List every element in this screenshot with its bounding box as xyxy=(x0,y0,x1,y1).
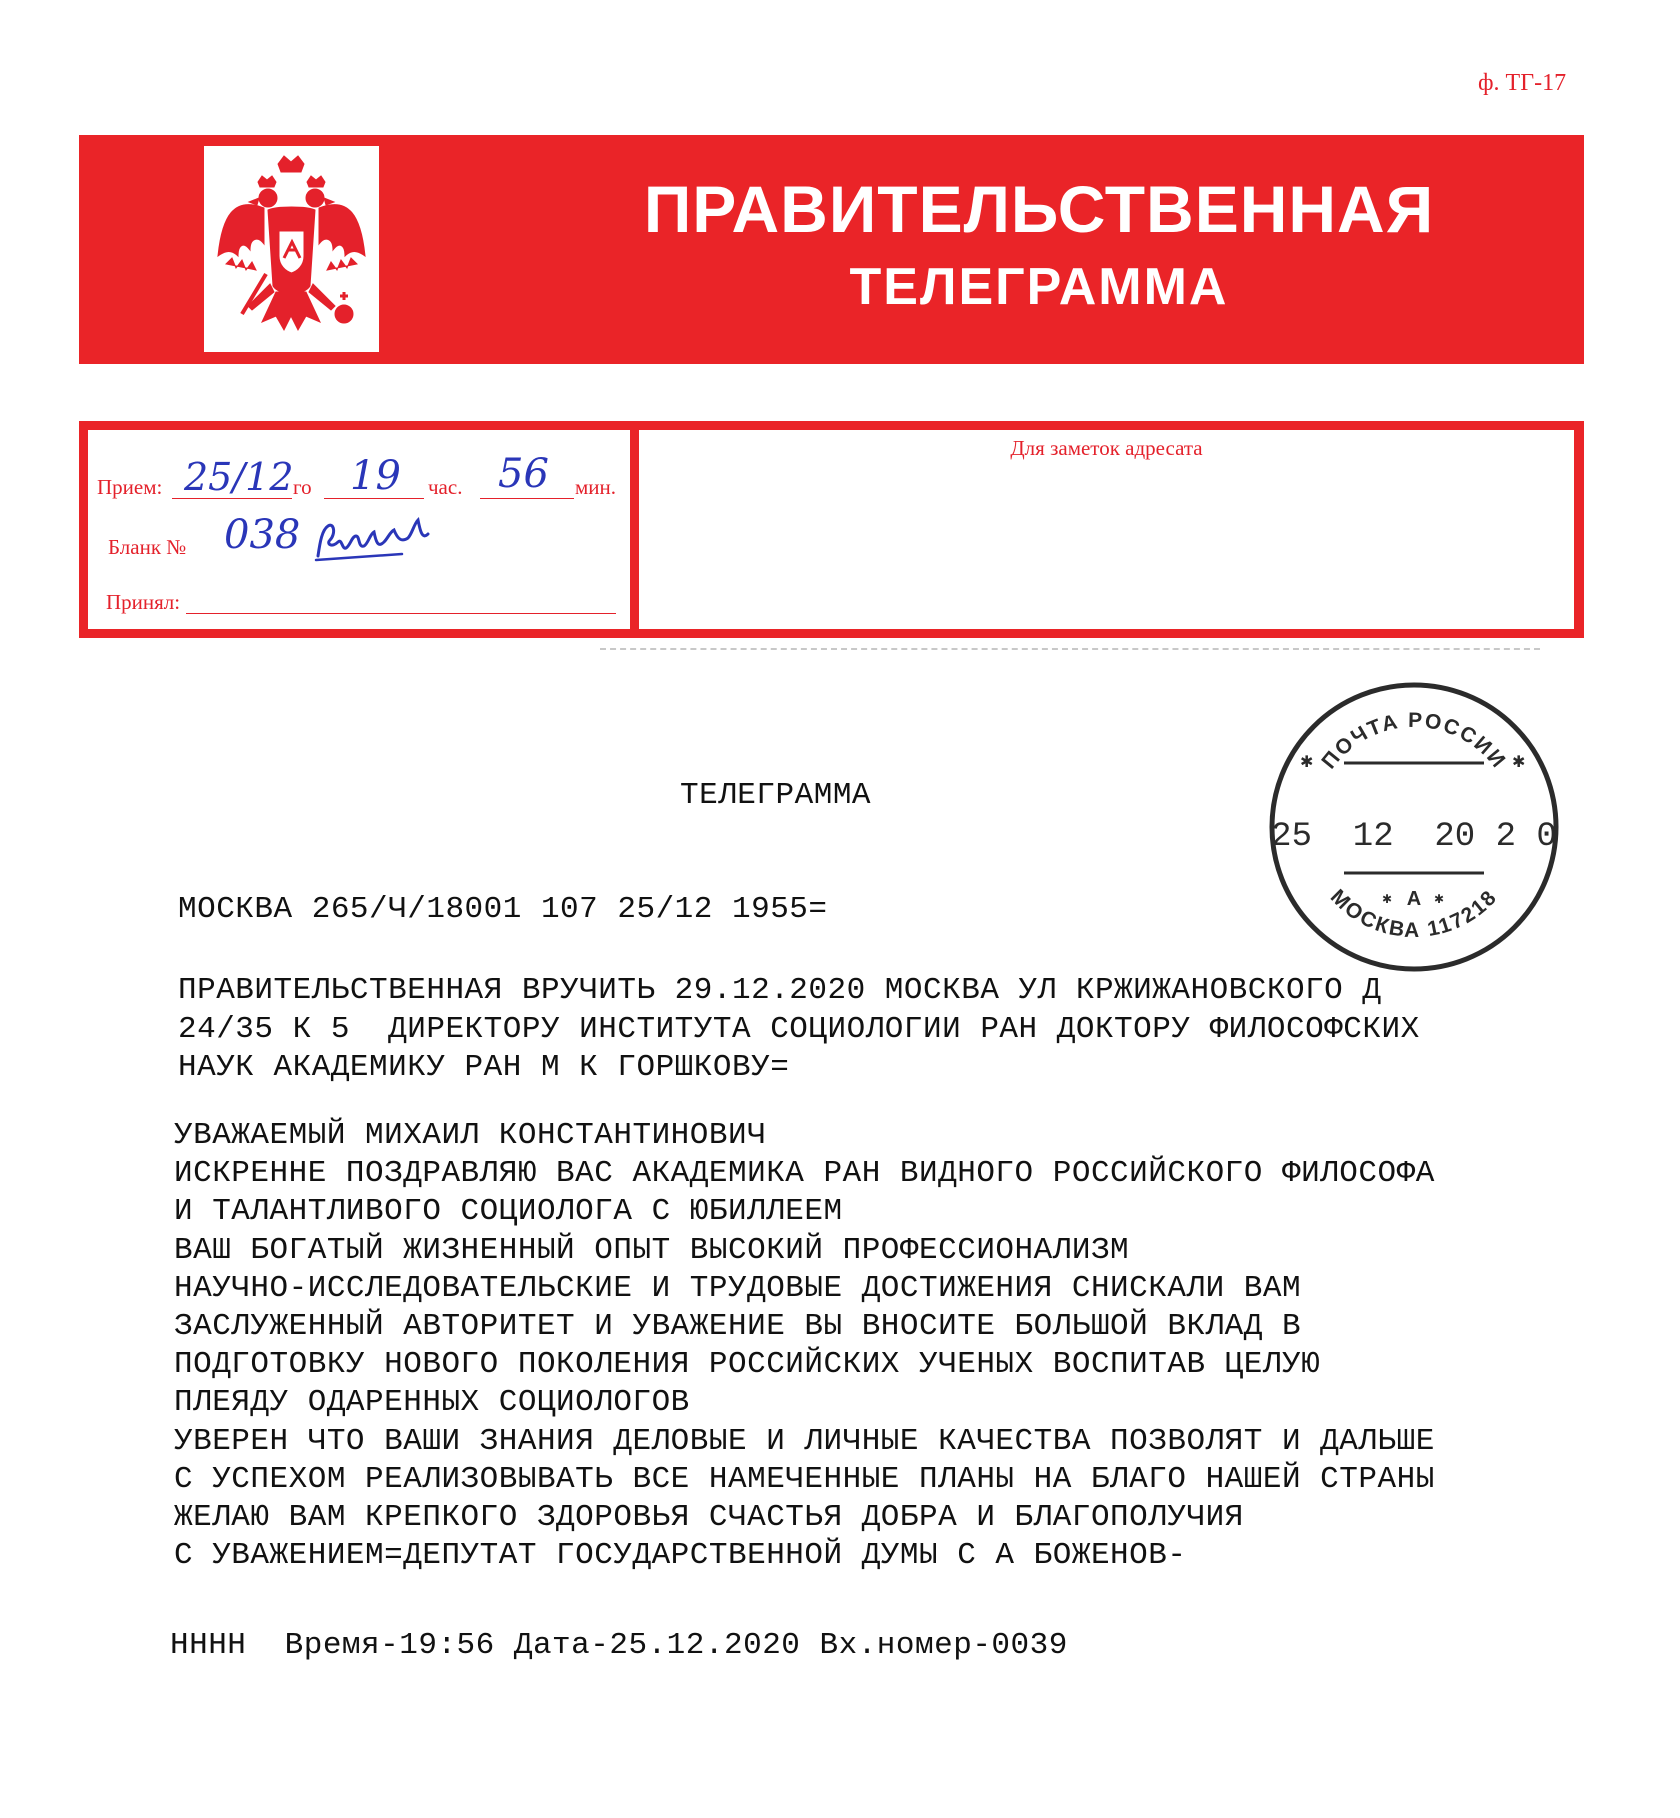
intake-fields xyxy=(88,430,630,629)
intake-block xyxy=(79,421,1584,638)
prinyal-label: Принял: xyxy=(106,590,181,614)
address-line: НАУК АКАДЕМИКУ РАН М К ГОРШКОВУ= xyxy=(178,1050,790,1085)
body-line: С УВАЖЕНИЕМ=ДЕПУТАТ ГОСУДАРСТВЕННОЙ ДУМЫ С А БОЖЕНОВ- xyxy=(174,1538,1187,1574)
body-line: С УСПЕХОМ РЕАЛИЗОВЫВАТЬ ВСЕ НАМЕЧЕННЫЕ ПЛАНЫ НА БЛАГО НАШЕЙ СТРАНЫ xyxy=(174,1461,1435,1497)
body-line: НАУЧНО-ИССЛЕДОВАТЕЛЬСКИЕ И ТРУДОВЫЕ ДОСТИЖЕНИЯ СНИСКАЛИ ВАМ xyxy=(174,1270,1302,1306)
hour-label: час. xyxy=(428,475,463,499)
stamp-star-right: ✱ xyxy=(1512,754,1526,771)
header-title: ПРАВИТЕЛЬСТВЕННАЯ xyxy=(643,172,1435,246)
stamp-letter: А xyxy=(1406,888,1422,910)
blank-label: Бланк № xyxy=(108,535,187,559)
body-line: УВАЖАЕМЫЙ МИХАИЛ КОНСТАНТИНОВИЧ xyxy=(174,1118,767,1153)
svg-text:✱: ✱ xyxy=(1434,892,1445,906)
body-line: ИСКРЕННЕ ПОЗДРАВЛЯЮ ВАС АКАДЕМИКА РАН ВИДНОГО РОССИЙСКОГО ФИЛОСОФА xyxy=(174,1156,1435,1192)
body-line: ВАШ БОГАТЫЙ ЖИЗНЕННЫЙ ОПЫТ ВЫСОКИЙ ПРОФЕССИОНАЛИЗМ xyxy=(174,1232,1130,1268)
telegram-type-word: ТЕЛЕГРАММА xyxy=(680,778,872,813)
hour-handwritten: 19 xyxy=(350,453,401,499)
telegram-address xyxy=(178,972,1420,1088)
blank-number-handwritten: 038 xyxy=(224,512,301,558)
minute-label: мин. xyxy=(575,475,617,499)
header-subtitle: ТЕЛЕГРАММА xyxy=(849,258,1229,316)
clerk-signature xyxy=(312,512,442,572)
stamp-top-text: ПОЧТА РОССИИ xyxy=(1317,708,1511,774)
body-line: И ТАЛАНТЛИВОГО СОЦИОЛОГА С ЮБИЛЛЕЕМ xyxy=(174,1194,843,1230)
body-line: УВЕРЕН ЧТО ВАШИ ЗНАНИЯ ДЕЛОВЫЕ И ЛИЧНЫЕ КАЧЕСТВА ПОЗВОЛЯТ И ДАЛЬШЕ xyxy=(174,1423,1435,1459)
telegram-route: МОСКВА 265/Ч/18001 107 25/12 1955= xyxy=(178,892,828,927)
telegram-footer: НННН Время-19:56 Дата-25.12.2020 Вх.номер-0039 xyxy=(170,1628,1068,1663)
svg-text:✱: ✱ xyxy=(1382,892,1393,906)
form-code: ф. ТГ-17 xyxy=(1478,70,1567,96)
addressee-notes-box xyxy=(639,430,1574,629)
stamp-bottom-text: МОСКВА 117218 xyxy=(1325,885,1503,943)
priem-label: Прием: xyxy=(97,475,163,499)
priem-date-handwritten: 25/12 xyxy=(184,455,294,499)
go-label: го xyxy=(293,475,312,499)
address-line: 24/35 К 5 ДИРЕКТОРУ ИНСТИТУТА СОЦИОЛОГИИ РАН ДОКТОРУ ФИЛОСОФСКИХ xyxy=(178,1011,1420,1047)
postal-stamp xyxy=(1264,677,1564,977)
minute-line xyxy=(480,498,574,499)
prinyal-line xyxy=(186,613,616,614)
body-line: ЖЕЛАЮ ВАМ КРЕПКОГО ЗДОРОВЬЯ СЧАСТЬЯ ДОБРА И БЛАГОПОЛУЧИЯ xyxy=(174,1500,1244,1536)
emblem-box xyxy=(204,146,379,352)
body-line: ПОДГОТОВКУ НОВОГО ПОКОЛЕНИЯ РОССИЙСКИХ УЧЕНЫХ ВОСПИТАВ ЦЕЛУЮ xyxy=(174,1347,1321,1383)
body-line: ПЛЕЯДУ ОДАРЕННЫХ СОЦИОЛОГОВ xyxy=(174,1385,690,1421)
minute-handwritten: 56 xyxy=(498,451,549,497)
stamp-date: 25 12 20 2 0 xyxy=(1271,818,1557,856)
address-line: ПРАВИТЕЛЬСТВЕННАЯ ВРУЧИТЬ 29.12.2020 МОСКВА УЛ КРЖИЖАНОВСКОГО Д xyxy=(178,973,1382,1008)
tear-line xyxy=(600,648,1540,650)
telegram-body xyxy=(174,1117,1435,1575)
body-line: ЗАСЛУЖЕННЫЙ АВТОРИТЕТ И УВАЖЕНИЕ ВЫ ВНОСИТЕ БОЛЬШОЙ ВКЛАД В xyxy=(174,1309,1302,1345)
double-headed-eagle-emblem-icon xyxy=(204,146,379,352)
stamp-star-left: ✱ xyxy=(1300,754,1314,771)
notes-label: Для заметок адресата xyxy=(1010,436,1203,460)
header-band xyxy=(79,135,1584,364)
